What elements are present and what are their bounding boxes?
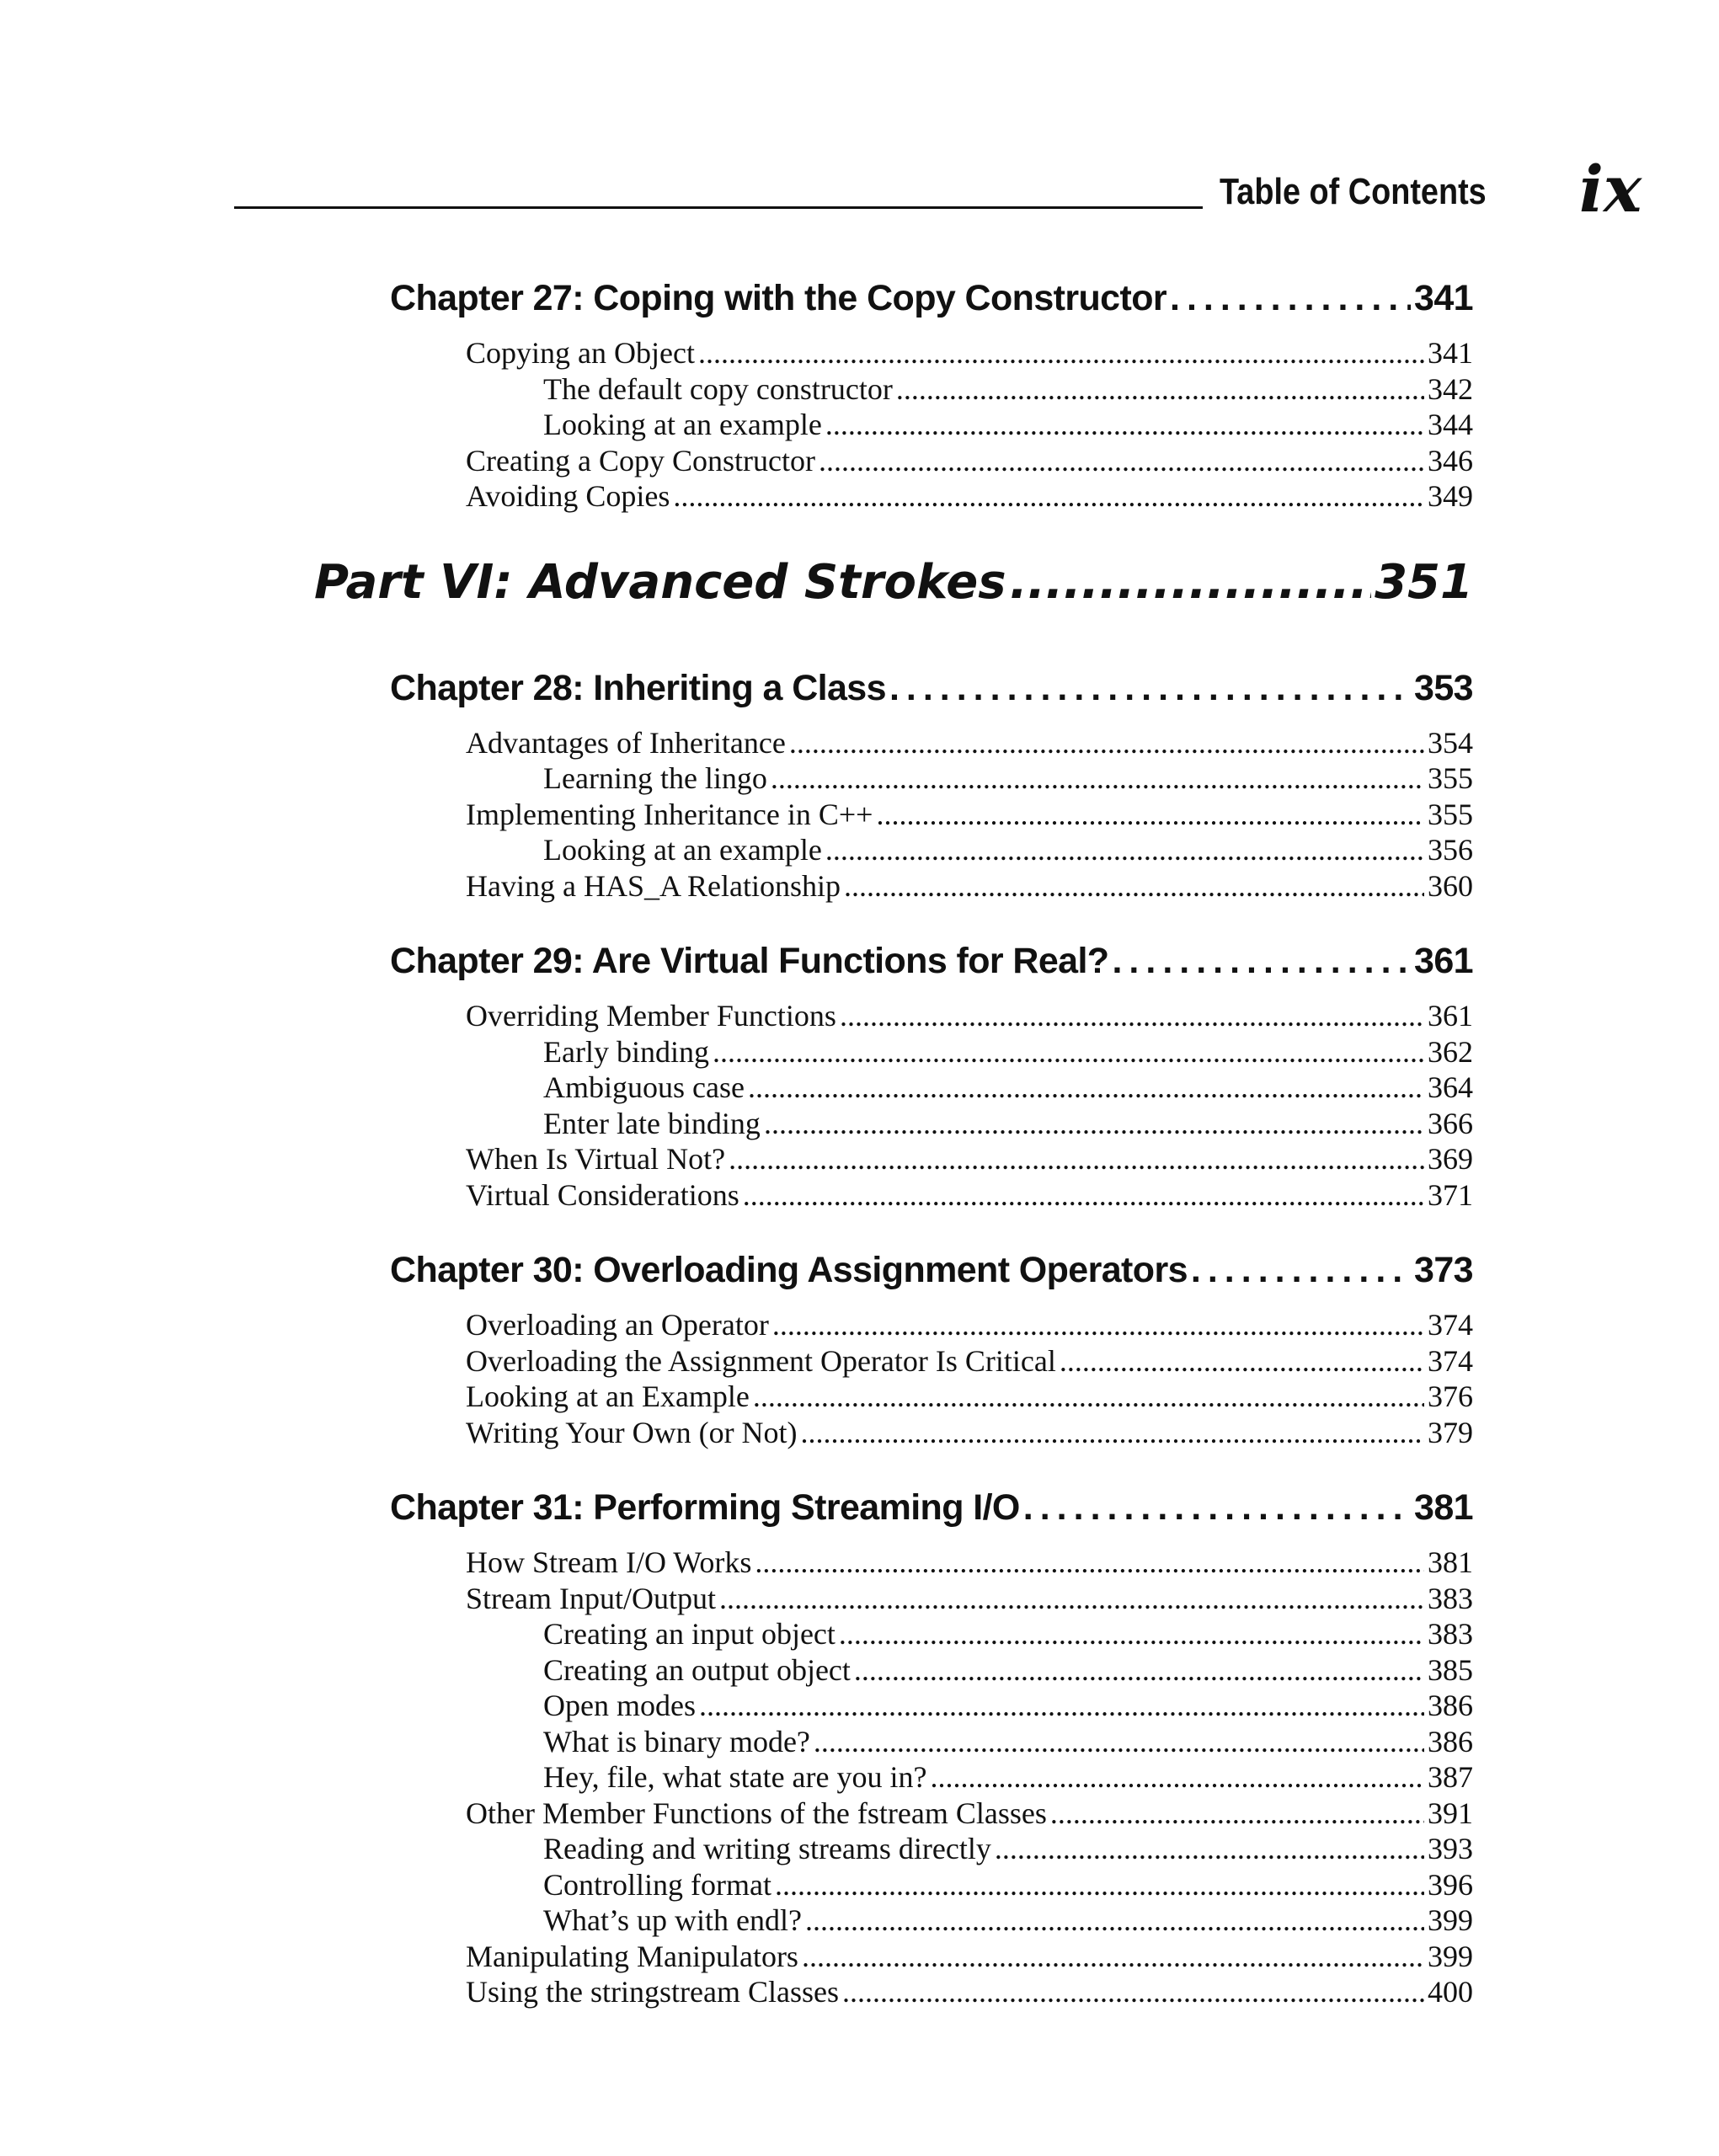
entry-page: 391 [1428,1796,1473,1830]
chapter-page: 361 [1414,941,1473,981]
entry-page: 383 [1428,1617,1473,1651]
entry-title: Creating a Copy Constructor [466,443,815,478]
entry-title: Avoiding Copies [466,479,670,513]
dot-leader [753,1379,1424,1415]
entry-page: 393 [1428,1832,1473,1865]
entry-page: 400 [1428,1975,1473,2009]
entry-page: 360 [1428,868,1473,903]
entry-page: 362 [1428,1034,1473,1069]
dot-leader [789,725,1424,761]
entry-page: 386 [1428,1724,1473,1758]
dot-leader [995,1831,1424,1867]
chapter-title: Chapter 28: Inheriting a Class [390,667,886,708]
entry-page: 399 [1428,1939,1473,1973]
dot-leader [889,668,1411,709]
entry-page: 387 [1428,1760,1473,1794]
dot-leader [844,868,1424,905]
chapter-title: Chapter 30: Overloading Assignment Operators [390,1250,1188,1290]
chapter-page: 381 [1414,1487,1473,1528]
entry-page: 341 [1428,336,1473,370]
entry-title: Hey, file, what state are you in? [543,1760,927,1794]
entry-title: The default copy constructor [543,371,893,406]
toc-entry-open-modes[interactable] [543,1688,1473,1724]
toc-entry-creating-a-copy-constructor[interactable] [466,443,1473,479]
toc-entry-copying-an-object[interactable] [466,335,1473,371]
dot-leader [930,1759,1424,1796]
entry-title: Learning the lingo [543,761,767,795]
part-6-heading[interactable] [314,555,1473,631]
entry-title: Manipulating Manipulators [466,1939,798,1973]
toc-entry-creating-an-output-object[interactable] [543,1652,1473,1689]
entry-title: Enter late binding [543,1106,761,1140]
toc-entry-looking-at-an-example[interactable] [543,832,1473,868]
entry-page: 354 [1428,725,1473,760]
dot-leader [743,1177,1424,1214]
chapter-page: 353 [1414,667,1473,708]
dot-leader [839,1616,1424,1652]
entry-title: Early binding [543,1034,709,1069]
table-of-contents [0,278,1719,2010]
entry-page: 361 [1428,999,1473,1033]
entry-page: 364 [1428,1070,1473,1104]
entry-page: 374 [1428,1343,1473,1378]
dot-leader [842,1974,1424,2010]
part-title: Part VI: Advanced Strokes [314,554,1006,610]
chapter-page: 373 [1414,1250,1473,1290]
entry-page: 399 [1428,1903,1473,1937]
toc-entry-has-a-relationship[interactable] [466,868,1473,905]
dot-leader [896,371,1424,408]
toc-entry-enter-late-binding[interactable] [543,1106,1473,1142]
toc-entry-manipulating-manipulators[interactable] [466,1939,1473,1975]
entry-page: 369 [1428,1142,1473,1176]
entry-page: 355 [1428,797,1473,831]
dot-leader [713,1034,1424,1070]
entry-page: 355 [1428,761,1473,795]
toc-entry-virtual-considerations[interactable] [466,1177,1473,1214]
dot-leader [1010,555,1372,610]
entry-title: Having a HAS_A Relationship [466,868,841,903]
entry-page: 344 [1428,408,1473,441]
dot-leader [771,760,1424,797]
dot-leader [840,998,1424,1034]
entry-page: 379 [1428,1415,1473,1449]
toc-entry-when-is-virtual-not[interactable] [466,1141,1473,1177]
toc-entry-controlling-format[interactable] [543,1867,1473,1903]
entry-title: When Is Virtual Not? [466,1142,726,1176]
entry-title: Stream Input/Output [466,1581,716,1615]
dot-leader [819,443,1424,479]
toc-entry-reading-writing-streams[interactable] [543,1831,1473,1867]
chapter-title: Chapter 27: Coping with the Copy Constructor [390,278,1166,318]
dot-leader [1060,1343,1424,1380]
toc-entry-avoiding-copies[interactable] [466,478,1473,515]
toc-entry-early-binding[interactable] [543,1034,1473,1070]
toc-entry-creating-an-input-object[interactable] [543,1616,1473,1652]
chapter-title: Chapter 31: Performing Streaming I/O [390,1487,1020,1528]
entry-page: 349 [1428,479,1473,513]
chapter-27-heading[interactable] [390,278,1473,325]
dot-leader [1191,1250,1411,1291]
dot-leader [673,478,1424,515]
entry-title: Creating an output object [543,1652,851,1687]
entry-title: Overloading an Operator [466,1308,769,1342]
toc-entry-overloading-an-operator[interactable] [466,1307,1473,1343]
chapter-page: 341 [1414,278,1473,318]
entry-title: Other Member Functions of the fstream Classes [466,1796,1047,1830]
toc-entry-how-stream-io-works[interactable] [466,1545,1473,1581]
chapter-28-heading[interactable] [390,668,1473,715]
entry-title: What’s up with endl? [543,1903,802,1937]
entry-page: 342 [1428,371,1473,406]
toc-entry-overriding-member-functions[interactable] [466,998,1473,1034]
entry-title: Copying an Object [466,336,695,370]
entry-title: Open modes [543,1689,696,1722]
header-rule [234,206,1203,209]
entry-title: Virtual Considerations [466,1177,739,1212]
entry-title: Advantages of Inheritance [466,725,786,760]
entry-title: Overriding Member Functions [466,999,836,1033]
running-header [0,0,1719,253]
entry-title: Overloading the Assignment Operator Is Critical [466,1343,1056,1378]
chapter-29-heading[interactable] [390,941,1473,988]
page-number: ix [1579,152,1642,227]
entry-title: What is binary mode? [543,1724,810,1758]
entry-title: Implementing Inheritance in C++ [466,797,873,831]
dot-leader [825,407,1424,443]
toc-entry-writing-your-own[interactable] [466,1415,1473,1451]
header-title: Table of Contents [1220,171,1487,212]
entry-title: Reading and writing streams directly [543,1832,991,1865]
entry-title: Using the stringstream Classes [466,1975,839,2009]
dot-leader [772,1307,1424,1343]
toc-entry-default-copy-constructor[interactable] [543,371,1473,408]
dot-leader [1050,1796,1424,1832]
toc-entry-advantages-of-inheritance[interactable] [466,725,1473,761]
toc-entry-looking-at-an-example[interactable] [466,1379,1473,1415]
dot-leader [805,1903,1424,1939]
chapter-title: Chapter 29: Are Virtual Functions for Real? [390,941,1109,981]
entry-title: Looking at an Example [466,1380,750,1413]
entry-title: Writing Your Own (or Not) [466,1415,798,1449]
toc-entry-looking-at-an-example[interactable] [543,407,1473,443]
dot-leader [755,1545,1424,1581]
entry-page: 376 [1428,1380,1473,1413]
dot-leader [854,1652,1424,1689]
dot-leader [748,1070,1424,1106]
toc-entry-binary-mode[interactable] [543,1724,1473,1760]
dot-leader [1170,278,1411,319]
toc-entry-endl[interactable] [543,1903,1473,1939]
entry-page: 371 [1428,1177,1473,1212]
entry-page: 386 [1428,1689,1473,1722]
toc-entry-ambiguous-case[interactable] [543,1070,1473,1106]
dot-leader [802,1939,1424,1975]
entry-page: 374 [1428,1308,1473,1342]
dot-leader [729,1141,1424,1177]
toc-entry-assignment-operator-critical[interactable] [466,1343,1473,1380]
toc-entry-learning-the-lingo[interactable] [543,760,1473,797]
entry-title: Ambiguous case [543,1070,745,1104]
dot-leader [719,1581,1424,1617]
dot-leader [775,1867,1424,1903]
toc-entry-stringstream-classes[interactable] [466,1974,1473,2010]
dot-leader [764,1106,1424,1142]
entry-title: Creating an input object [543,1617,835,1651]
dot-leader [801,1415,1424,1451]
dot-leader [814,1724,1424,1760]
entry-page: 346 [1428,443,1473,478]
chapter-31-heading[interactable] [390,1487,1473,1534]
entry-page: 356 [1428,833,1473,867]
dot-leader [876,797,1424,833]
dot-leader [1023,1487,1411,1529]
toc-entry-file-state[interactable] [543,1759,1473,1796]
toc-entry-other-member-functions[interactable] [466,1796,1473,1832]
entry-page: 366 [1428,1106,1473,1140]
entry-title: Looking at an example [543,408,822,441]
dot-leader [698,335,1424,371]
entry-title: How Stream I/O Works [466,1545,752,1579]
dot-leader [1112,941,1411,982]
dot-leader [699,1688,1424,1724]
entry-title: Looking at an example [543,833,822,867]
chapter-30-heading[interactable] [390,1250,1473,1297]
toc-entry-implementing-inheritance[interactable] [466,797,1473,833]
part-page: 351 [1375,554,1473,610]
toc-entry-stream-input-output[interactable] [466,1581,1473,1617]
entry-title: Controlling format [543,1867,771,1902]
entry-page: 396 [1428,1867,1473,1902]
entry-page: 381 [1428,1545,1473,1579]
dot-leader [825,832,1424,868]
entry-page: 385 [1428,1652,1473,1687]
entry-page: 383 [1428,1581,1473,1615]
